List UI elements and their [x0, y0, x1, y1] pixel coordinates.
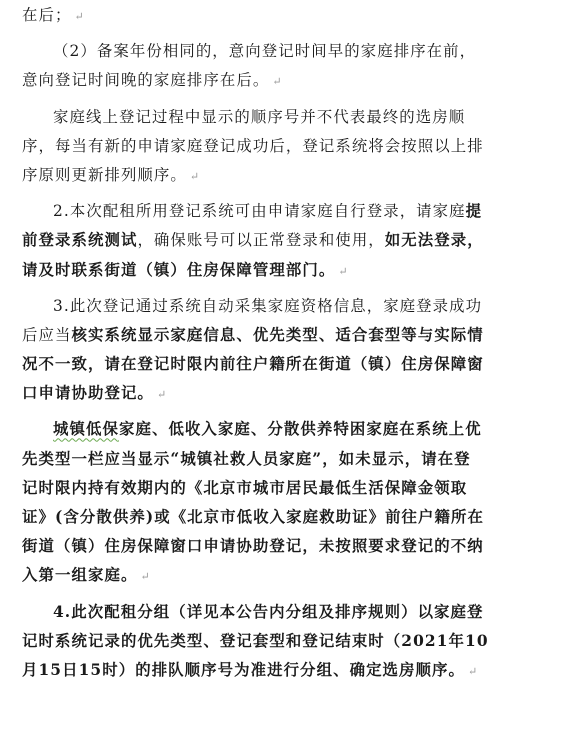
text-line [22, 37, 559, 66]
paragraph-gap [22, 30, 559, 37]
bold-text-span: 口申请协助登记。 [22, 384, 154, 403]
paragraph-mark-icon: ↵ [468, 664, 478, 678]
bold-text-span: 先类型一栏应当显示“城镇社救人员家庭”，如未显示，请在登 [22, 449, 471, 468]
text-span: 序，每当有新的申请家庭登记成功后，登记系统将会按照以上排 [22, 136, 484, 155]
bold-text-span: 4.此次配租分组（详见本公告内分组及排序规则）以家庭登 [53, 602, 484, 621]
text-line [22, 1, 559, 30]
text-line [22, 503, 559, 532]
bold-text-span: 况不一致，请在登记时限内前往户籍所在街道（镇）住房保障窗 [22, 355, 484, 374]
text-span: 2.本次配租所用登记系统可由申请家庭自行登录，请家庭 [53, 202, 466, 221]
text-line [22, 415, 559, 444]
text-span: 序原则更新排列顺序。 [22, 165, 187, 184]
bold-text-span: 请及时联系街道（镇）住房保障管理部门。 [22, 260, 336, 279]
paragraph-mark-icon: ↵ [74, 10, 84, 23]
text-line [22, 66, 559, 95]
bold-text-span: 记时系统记录的优先类型、登记套型和登记结束时（2021年10 [22, 631, 489, 650]
bold-text-span: 提 [465, 202, 483, 221]
text-line [22, 226, 559, 255]
text-span: 后应当 [22, 325, 72, 344]
text-line [22, 532, 559, 561]
paragraph-gap [22, 96, 559, 103]
text-line [22, 197, 559, 226]
text-span: 在后； [22, 6, 72, 24]
paragraph-mark-icon: ↵ [140, 570, 150, 584]
text-line [22, 103, 559, 132]
paragraph-mark-icon: ↵ [338, 264, 348, 278]
text-line [22, 292, 559, 321]
text-line [22, 321, 559, 350]
bold-text-span: 入第一组家庭。 [22, 566, 138, 585]
text-line [22, 161, 559, 190]
text-line [22, 627, 559, 656]
text-span: 3.此次登记通过系统自动采集家庭资格信息，家庭登录成功 [53, 296, 483, 315]
paragraph-mark-icon: ↵ [156, 388, 167, 402]
bold-text-span: 如无法登录， [384, 231, 484, 250]
text-line [22, 379, 559, 408]
text-line [22, 445, 559, 474]
paragraph-mark-icon: ↵ [189, 169, 200, 183]
text-line [22, 598, 559, 627]
text-span: （2）备案年份相同的，意向登记时间早的家庭排序在前， [53, 42, 477, 61]
bold-text-span: 街道（镇）住房保障窗口申请协助登记，未按照要求登记的不纳 [22, 537, 484, 556]
text-line [22, 656, 559, 685]
text-line [22, 132, 559, 161]
bold-text-span: 证》(含分散供养)或《北京市低收入家庭救助证》前往户籍所在 [22, 508, 485, 526]
text-line [22, 474, 559, 503]
paragraph-gap [22, 285, 559, 292]
bold-text-span: 前登录系统测试 [22, 231, 138, 250]
paragraph-gap [22, 190, 559, 197]
text-line [22, 350, 559, 379]
text-line [22, 256, 559, 285]
bold-text-span: 核实系统显示家庭信息、优先类型、适合套型等与实际情 [71, 325, 484, 344]
text-span: 意向登记时间晚的家庭排序在后。 [22, 71, 270, 90]
bold-text-span: 月15日15时）的排队顺序号为准进行分组、确定选房顺序。 [22, 660, 466, 679]
text-span: ，确保账号可以正常登录和使用， [137, 231, 385, 250]
spellcheck-underlined-span: 城镇低保 [53, 420, 119, 439]
bold-text-span: 家庭、低收入家庭、分散供养特困家庭在系统上优 [118, 420, 482, 439]
paragraph-gap [22, 591, 559, 598]
paragraph-mark-icon: ↵ [272, 75, 282, 89]
text-span: 家庭线上登记过程中显示的顺序号并不代表最终的选房顺 [53, 107, 466, 126]
bold-text-span: 记时限内持有效期内的《北京市城市居民最低生活保障金领取 [22, 478, 468, 497]
paragraph-gap [22, 408, 559, 415]
text-line [22, 561, 559, 590]
